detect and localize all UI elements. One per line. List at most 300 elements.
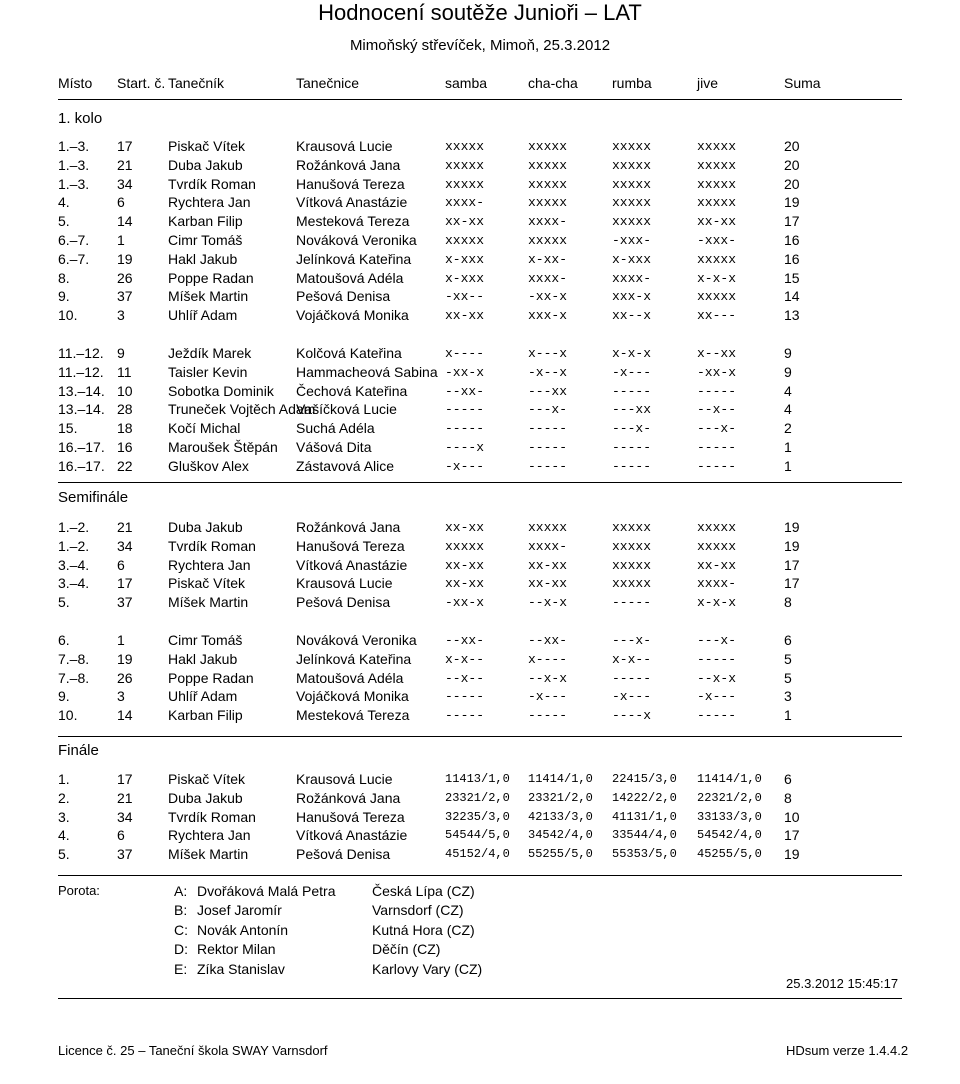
cell-sum: 9 xyxy=(784,345,792,361)
table-row xyxy=(0,669,960,688)
cell-place: 3.–4. xyxy=(58,575,90,592)
column-header-rumba: rumba xyxy=(612,75,652,91)
cell-start-number: 34 xyxy=(117,537,133,554)
cell-jive: 54542/4,0 xyxy=(697,828,762,843)
table-row xyxy=(0,845,960,864)
cell-cha-cha: 42133/3,0 xyxy=(528,809,593,824)
cell-partner: Kolčová Kateřina xyxy=(296,345,402,361)
cell-samba: xxxxx xyxy=(445,538,485,554)
cell-place: 16.–17. xyxy=(58,457,105,474)
cell-place: 6. xyxy=(58,632,70,648)
cell-sum: 17 xyxy=(784,556,800,573)
cell-partner: Krausová Lucie xyxy=(296,771,393,787)
cell-jive: xxxxx xyxy=(697,139,737,154)
cell-start-number: 22 xyxy=(117,457,133,474)
cell-samba: ----x xyxy=(445,440,485,455)
cell-rumba: xxxxx xyxy=(612,520,652,535)
judge-city: Česká Lípa (CZ) xyxy=(372,883,475,899)
cell-samba: --xx- xyxy=(445,383,485,399)
cell-sum: 16 xyxy=(784,232,800,248)
cell-partner: Mesteková Tereza xyxy=(296,213,410,230)
cell-partner: Vítková Anastázie xyxy=(296,556,408,573)
cell-jive: ----- xyxy=(697,383,737,399)
table-row xyxy=(0,593,960,612)
cell-place: 1.–2. xyxy=(58,519,90,535)
cell-partner: Hammacheová Sabina xyxy=(296,363,438,380)
cell-partner: Rožánková Jana xyxy=(296,789,401,806)
cell-dancer: Hakl Jakub xyxy=(168,650,238,667)
cell-dancer: Karban Filip xyxy=(168,707,243,724)
judge-row xyxy=(0,901,960,920)
judge-letter: B: xyxy=(174,902,188,919)
cell-start-number: 1 xyxy=(117,232,125,248)
cell-jive: 45255/5,0 xyxy=(697,847,762,862)
cell-sum: 4 xyxy=(784,382,792,399)
cell-rumba: xxxxx xyxy=(612,176,652,192)
cell-rumba: ---x- xyxy=(612,633,652,648)
cell-partner: Pešová Denisa xyxy=(296,288,391,305)
table-row xyxy=(0,306,960,325)
cell-dancer: Cimr Tomáš xyxy=(168,632,243,648)
cell-samba: xx-xx xyxy=(445,576,485,592)
cell-samba: xxxxx xyxy=(445,139,485,154)
cell-start-number: 11 xyxy=(117,363,132,380)
cell-start-number: 37 xyxy=(117,846,133,863)
cell-partner: Pešová Denisa xyxy=(296,846,391,863)
table-row xyxy=(0,650,960,669)
column-header-start-number: Start. č. xyxy=(117,75,166,91)
cell-samba: 32235/3,0 xyxy=(445,809,510,824)
cell-jive: --x-x xyxy=(697,670,737,686)
cell-samba: ----- xyxy=(445,421,485,437)
cell-place: 13.–14. xyxy=(58,401,105,418)
cell-cha-cha: --xx- xyxy=(528,633,568,648)
judge-city: Děčín (CZ) xyxy=(372,941,441,958)
cell-jive: 33133/3,0 xyxy=(697,809,762,824)
cell-dancer: Taisler Kevin xyxy=(168,363,248,380)
cell-rumba: ----x xyxy=(612,708,652,724)
cell-dancer: Rychtera Jan xyxy=(168,827,251,844)
cell-cha-cha: xxxxx xyxy=(528,233,568,248)
judge-city: Kutná Hora (CZ) xyxy=(372,921,475,938)
cell-rumba: x-xxx xyxy=(612,251,652,267)
cell-dancer: Duba Jakub xyxy=(168,519,243,535)
cell-jive: ---x- xyxy=(697,421,737,437)
cell-jive: x--xx xyxy=(697,346,737,361)
cell-rumba: 55353/5,0 xyxy=(612,847,677,862)
cell-rumba: ----- xyxy=(612,383,652,399)
cell-dancer: Uhlíř Adam xyxy=(168,688,238,705)
cell-samba: xxxxx xyxy=(445,176,485,192)
cell-rumba: xxxxx xyxy=(612,214,652,230)
judge-name: Rektor Milan xyxy=(197,941,276,958)
footer-divider xyxy=(58,998,902,999)
cell-dancer: Piskač Vítek xyxy=(168,138,246,154)
cell-rumba: ----- xyxy=(612,595,652,611)
cell-rumba: ---x- xyxy=(612,421,652,437)
cell-partner: Hanušová Tereza xyxy=(296,175,405,192)
table-row xyxy=(0,250,960,269)
table-row xyxy=(0,556,960,575)
cell-start-number: 14 xyxy=(117,707,133,724)
cell-cha-cha: xxxxx xyxy=(528,139,568,154)
cell-sum: 19 xyxy=(784,846,800,863)
cell-cha-cha: -x--- xyxy=(528,689,568,705)
cell-cha-cha: -x--x xyxy=(528,364,568,380)
cell-samba: 11413/1,0 xyxy=(445,772,510,786)
cell-dancer: Rychtera Jan xyxy=(168,556,251,573)
section-title-final: Finále xyxy=(58,742,99,759)
cell-start-number: 21 xyxy=(117,156,133,173)
cell-start-number: 6 xyxy=(117,194,125,211)
cell-dancer: Cimr Tomáš xyxy=(168,232,243,248)
cell-dancer: Maroušek Štěpán xyxy=(168,439,278,455)
cell-place: 1.–3. xyxy=(58,156,90,173)
cell-samba: x---- xyxy=(445,346,485,361)
judge-name: Dvořáková Malá Petra xyxy=(197,883,336,899)
cell-partner: Jelínková Kateřina xyxy=(296,650,412,667)
cell-dancer: Tvrdík Roman xyxy=(168,175,256,192)
cell-dancer: Duba Jakub xyxy=(168,156,243,173)
table-row xyxy=(0,438,960,457)
cell-start-number: 19 xyxy=(117,650,133,667)
cell-place: 1.–3. xyxy=(58,138,90,154)
cell-dancer: Kočí Michal xyxy=(168,420,241,437)
cell-jive: ---x- xyxy=(697,633,737,648)
cell-jive: -xx-x xyxy=(697,364,737,380)
cell-sum: 2 xyxy=(784,420,792,437)
cell-place: 4. xyxy=(58,827,70,844)
cell-partner: Krausová Lucie xyxy=(296,138,393,154)
cell-partner: Rožánková Jana xyxy=(296,156,401,173)
cell-start-number: 21 xyxy=(117,519,133,535)
section-title-round1: 1. kolo xyxy=(58,110,103,127)
cell-partner: Pešová Denisa xyxy=(296,594,391,611)
cell-rumba: ----- xyxy=(612,458,652,474)
cell-sum: 20 xyxy=(784,175,800,192)
cell-samba: xx-xx xyxy=(445,520,485,535)
cell-sum: 1 xyxy=(784,707,792,724)
cell-cha-cha: xx-xx xyxy=(528,557,568,573)
cell-place: 3. xyxy=(58,808,70,825)
cell-cha-cha: --x-x xyxy=(528,670,568,686)
cell-sum: 5 xyxy=(784,669,792,686)
cell-samba: x-xxx xyxy=(445,251,485,267)
column-header-samba: samba xyxy=(445,75,488,91)
cell-rumba: -x--- xyxy=(612,364,652,380)
cell-cha-cha: xx-xx xyxy=(528,576,568,592)
cell-rumba: ---xx xyxy=(612,402,652,418)
table-row xyxy=(0,363,960,382)
cell-partner: Vašíčková Lucie xyxy=(296,401,397,418)
cell-place: 16.–17. xyxy=(58,439,105,455)
cell-dancer: Ježdík Marek xyxy=(168,345,252,361)
cell-samba: x-xxx xyxy=(445,270,485,286)
cell-place: 1.–3. xyxy=(58,175,90,192)
cell-rumba: xxxxx xyxy=(612,157,652,173)
cell-sum: 1 xyxy=(784,457,792,474)
cell-partner: Vítková Anastázie xyxy=(296,827,408,844)
cell-samba: xx-xx xyxy=(445,308,485,324)
judge-letter: A: xyxy=(174,883,188,899)
table-row xyxy=(0,193,960,212)
cell-partner: Vojáčková Monika xyxy=(296,307,409,324)
table-row xyxy=(0,231,960,250)
cell-rumba: 14222/2,0 xyxy=(612,790,677,805)
cell-rumba: xxx-x xyxy=(612,289,652,305)
cell-partner: Rožánková Jana xyxy=(296,519,401,535)
column-header-place: Místo xyxy=(58,75,93,91)
cell-samba: -xx-x xyxy=(445,595,485,611)
column-header-dancer: Tanečník xyxy=(168,75,225,91)
judges-label: Porota: xyxy=(58,883,100,898)
cell-start-number: 1 xyxy=(117,632,125,648)
cell-samba: xxxxx xyxy=(445,157,485,173)
cell-samba: --xx- xyxy=(445,633,485,648)
cell-jive: xxxx- xyxy=(697,576,737,592)
cell-place: 1.–2. xyxy=(58,537,90,554)
table-row xyxy=(0,457,960,476)
cell-place: 3.–4. xyxy=(58,556,90,573)
cell-samba: xx-xx xyxy=(445,557,485,573)
judge-row xyxy=(0,882,960,901)
cell-sum: 13 xyxy=(784,307,800,324)
cell-sum: 6 xyxy=(784,632,792,648)
table-row xyxy=(0,706,960,725)
table-row xyxy=(0,631,960,650)
cell-cha-cha: ---x- xyxy=(528,402,568,418)
judge-row xyxy=(0,921,960,940)
cell-partner: Matoušová Adéla xyxy=(296,269,404,286)
cell-samba: -xx-x xyxy=(445,364,485,380)
cell-place: 5. xyxy=(58,213,70,230)
cell-rumba: xxxxx xyxy=(612,557,652,573)
cell-cha-cha: xxxxx xyxy=(528,157,568,173)
cell-rumba: -xxx- xyxy=(612,233,652,248)
cell-sum: 4 xyxy=(784,401,792,418)
table-row xyxy=(0,175,960,194)
cell-jive: ----- xyxy=(697,458,737,474)
cell-place: 5. xyxy=(58,846,70,863)
cell-sum: 8 xyxy=(784,789,792,806)
cell-cha-cha: ----- xyxy=(528,458,568,474)
cell-rumba: 33544/4,0 xyxy=(612,828,677,843)
cell-dancer: Míšek Martin xyxy=(168,846,249,863)
cell-dancer: Tvrdík Roman xyxy=(168,808,256,825)
cell-sum: 14 xyxy=(784,288,800,305)
cell-start-number: 18 xyxy=(117,420,133,437)
cell-cha-cha: ---xx xyxy=(528,383,568,399)
cell-partner: Vítková Anastázie xyxy=(296,194,408,211)
cell-jive: -x--- xyxy=(697,689,737,705)
table-row xyxy=(0,574,960,593)
cell-rumba: 41131/1,0 xyxy=(612,809,677,824)
table-row xyxy=(0,156,960,175)
cell-rumba: xxxx- xyxy=(612,270,652,286)
cell-jive: 11414/1,0 xyxy=(697,772,762,786)
table-row xyxy=(0,826,960,845)
cell-sum: 1 xyxy=(784,439,792,455)
cell-jive: xxxxx xyxy=(697,289,737,305)
cell-jive: xxxxx xyxy=(697,538,737,554)
cell-rumba: ----- xyxy=(612,670,652,686)
footer-version: HDsum verze 1.4.4.2 xyxy=(786,1043,909,1058)
cell-rumba: x-x-x xyxy=(612,346,652,361)
cell-jive: xxxxx xyxy=(697,157,737,173)
cell-rumba: xxxxx xyxy=(612,576,652,592)
cell-jive: --x-- xyxy=(697,402,737,418)
table-row xyxy=(0,400,960,419)
cell-cha-cha: ----- xyxy=(528,421,568,437)
cell-place: 7.–8. xyxy=(58,669,90,686)
cell-samba: xxxxx xyxy=(445,233,485,248)
cell-cha-cha: x---- xyxy=(528,651,568,667)
table-row xyxy=(0,537,960,556)
table-row xyxy=(0,789,960,808)
cell-cha-cha: x---x xyxy=(528,346,568,361)
cell-sum: 3 xyxy=(784,688,792,705)
cell-jive: xx--- xyxy=(697,308,737,324)
cell-partner: Nováková Veronika xyxy=(296,632,417,648)
section-divider-semifinal xyxy=(58,482,902,483)
table-row xyxy=(0,770,960,789)
cell-partner: Čechová Kateřina xyxy=(296,382,408,399)
cell-dancer: Karban Filip xyxy=(168,213,243,230)
cell-jive: xxxxx xyxy=(697,520,737,535)
cell-cha-cha: --x-x xyxy=(528,595,568,611)
page-title: Hodnocení soutěže Junioři – LAT xyxy=(318,0,642,25)
cell-start-number: 37 xyxy=(117,288,133,305)
cell-partner: Zástavová Alice xyxy=(296,457,395,474)
cell-samba: 45152/4,0 xyxy=(445,847,510,862)
cell-dancer: Truneček Vojtěch Adam xyxy=(168,401,316,418)
cell-place: 9. xyxy=(58,688,70,705)
cell-start-number: 9 xyxy=(117,345,125,361)
cell-cha-cha: xxxxx xyxy=(528,195,568,211)
cell-cha-cha: xxx-x xyxy=(528,308,568,324)
cell-start-number: 21 xyxy=(117,789,133,806)
cell-rumba: ----- xyxy=(612,440,652,455)
cell-cha-cha: xxxx- xyxy=(528,270,568,286)
cell-start-number: 17 xyxy=(117,771,133,787)
judge-city: Karlovy Vary (CZ) xyxy=(372,960,483,977)
footer-license: Licence č. 25 – Taneční škola SWAY Varnsdorf xyxy=(58,1043,328,1058)
cell-sum: 10 xyxy=(784,808,800,825)
cell-sum: 19 xyxy=(784,194,800,211)
cell-jive: xxxxx xyxy=(697,251,737,267)
cell-cha-cha: xxxxx xyxy=(528,176,568,192)
cell-start-number: 34 xyxy=(117,175,133,192)
cell-place: 2. xyxy=(58,789,70,806)
table-row xyxy=(0,382,960,401)
cell-dancer: Tvrdík Roman xyxy=(168,537,256,554)
judge-letter: E: xyxy=(174,960,188,977)
cell-partner: Hanušová Tereza xyxy=(296,808,405,825)
cell-jive: xx-xx xyxy=(697,557,737,573)
judge-name: Zíka Stanislav xyxy=(197,960,285,977)
cell-partner: Nováková Veronika xyxy=(296,232,417,248)
cell-partner: Vášová Dita xyxy=(296,439,372,455)
cell-dancer: Piskač Vítek xyxy=(168,771,246,787)
cell-place: 4. xyxy=(58,194,70,211)
cell-rumba: x-x-- xyxy=(612,651,652,667)
cell-place: 9. xyxy=(58,288,70,305)
cell-dancer: Duba Jakub xyxy=(168,789,243,806)
cell-start-number: 16 xyxy=(117,439,133,455)
judge-name: Novák Antonín xyxy=(197,921,289,938)
cell-samba: ----- xyxy=(445,689,485,705)
cell-partner: Krausová Lucie xyxy=(296,575,393,592)
judge-name: Josef Jaromír xyxy=(197,902,282,919)
cell-sum: 15 xyxy=(784,269,800,286)
cell-sum: 17 xyxy=(784,575,800,592)
cell-cha-cha: 23321/2,0 xyxy=(528,790,593,805)
cell-cha-cha: xxxx- xyxy=(528,538,568,554)
cell-place: 5. xyxy=(58,594,70,611)
cell-jive: x-x-x xyxy=(697,270,737,286)
table-row xyxy=(0,687,960,706)
cell-partner: Matoušová Adéla xyxy=(296,669,404,686)
cell-samba: x-x-- xyxy=(445,651,485,667)
cell-cha-cha: xxxxx xyxy=(528,520,568,535)
cell-cha-cha: 55255/5,0 xyxy=(528,847,593,862)
table-row xyxy=(0,344,960,363)
cell-place: 13.–14. xyxy=(58,382,105,399)
cell-jive: ----- xyxy=(697,440,737,455)
cell-dancer: Sobotka Dominik xyxy=(168,382,274,399)
cell-jive: xx-xx xyxy=(697,214,737,230)
cell-place: 15. xyxy=(58,420,78,437)
cell-sum: 16 xyxy=(784,250,800,267)
cell-cha-cha: xxxx- xyxy=(528,214,568,230)
cell-start-number: 19 xyxy=(117,250,133,267)
cell-partner: Mesteková Tereza xyxy=(296,707,410,724)
cell-start-number: 34 xyxy=(117,808,133,825)
cell-sum: 8 xyxy=(784,594,792,611)
cell-sum: 20 xyxy=(784,156,800,173)
cell-samba: xx-xx xyxy=(445,214,485,230)
cell-dancer: Gluškov Alex xyxy=(168,457,249,474)
cell-cha-cha: 11414/1,0 xyxy=(528,772,593,786)
column-header-jive: jive xyxy=(697,75,719,91)
cell-jive: -xxx- xyxy=(697,233,737,248)
cell-start-number: 26 xyxy=(117,669,133,686)
section-divider-final xyxy=(58,736,902,737)
cell-sum: 17 xyxy=(784,827,800,844)
cell-cha-cha: x-xx- xyxy=(528,251,568,267)
judges-divider xyxy=(58,875,902,876)
cell-dancer: Poppe Radan xyxy=(168,669,254,686)
table-row xyxy=(0,212,960,231)
cell-dancer: Míšek Martin xyxy=(168,594,249,611)
cell-rumba: xxxxx xyxy=(612,195,652,211)
cell-dancer: Piskač Vítek xyxy=(168,575,246,592)
cell-rumba: xx--x xyxy=(612,308,652,324)
cell-partner: Jelínková Kateřina xyxy=(296,250,412,267)
cell-place: 10. xyxy=(58,707,78,724)
cell-start-number: 28 xyxy=(117,401,133,418)
table-row xyxy=(0,808,960,827)
cell-jive: 22321/2,0 xyxy=(697,790,762,805)
cell-place: 1. xyxy=(58,771,70,787)
table-row xyxy=(0,518,960,537)
cell-partner: Hanušová Tereza xyxy=(296,537,405,554)
cell-dancer: Uhlíř Adam xyxy=(168,307,238,324)
cell-jive: ----- xyxy=(697,708,737,724)
cell-samba: 23321/2,0 xyxy=(445,790,510,805)
cell-sum: 17 xyxy=(784,213,800,230)
cell-samba: -x--- xyxy=(445,458,485,474)
